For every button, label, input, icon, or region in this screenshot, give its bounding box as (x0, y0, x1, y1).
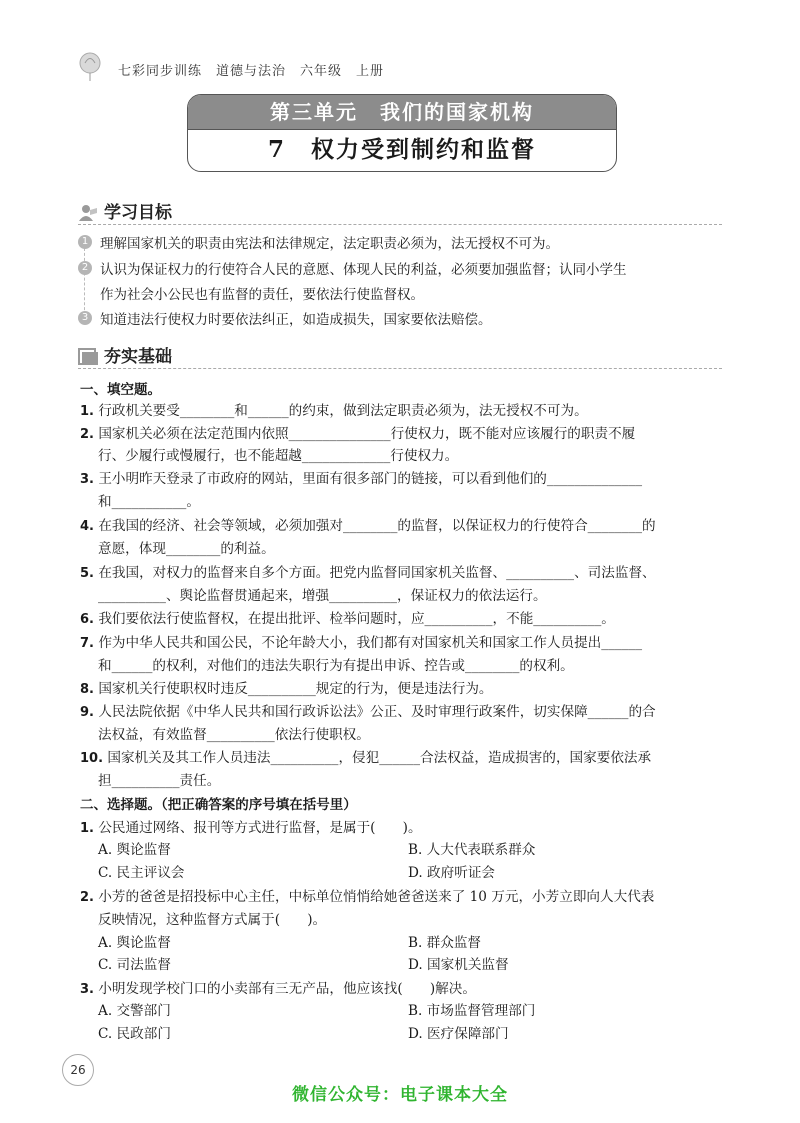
choice-question (80, 885, 654, 905)
fill-line-text: 在我国的经济、社会等领域，必须加强对________的监督，以保证权力的行使符合________的 (98, 518, 656, 534)
fill-line: 和___________。 (98, 494, 200, 510)
section-divider (78, 368, 722, 369)
option-b: B. 人大代表联系群众 (408, 842, 536, 858)
question-number: 4. (80, 519, 94, 534)
fill-line-text: 国家机关及其工作人员违法__________，侵犯______合法权益，造成损害的，国家要依法承 (107, 750, 652, 766)
fill-line: 和______的权利，对他们的违法失职行为有提出申诉、控告或________的权利。 (98, 658, 574, 674)
goal-2-line-1: 认识为保证权力的行使符合人民的意愿、体现人民的利益，必须要加强监督；认同小学生 (100, 262, 627, 278)
goals-heading (78, 198, 172, 223)
fill-line (80, 422, 635, 442)
page-number: 26 (62, 1054, 94, 1086)
question-number: 5. (80, 566, 94, 581)
question-number: 9. (80, 705, 94, 720)
question-number: 1. (80, 404, 94, 419)
fill-line: 行、少履行或慢履行，也不能超越_____________行使权力。 (98, 448, 459, 464)
question-text: 小明发现学校门口的小卖部有三无产品，他应该找( )解决。 (98, 981, 476, 997)
fill-line-text: 人民法院依据《中华人民共和国行政诉讼法》公正、及时审理行政案件，切实保障______的合 (98, 704, 656, 720)
header-text: 七彩同步训练 道德与法治 六年级 上册 (118, 64, 385, 79)
goal-2-line-2: 作为社会小公民也有监督的责任，要依法行使监督权。 (100, 287, 424, 303)
question-number: 8. (80, 682, 94, 697)
choice-question (80, 816, 422, 836)
fill-line (80, 677, 493, 697)
fill-heading: 一、填空题。 (80, 382, 161, 398)
goal-1-line-1: 理解国家机关的职责由宪法和法律规定，法定职责必须为，法无授权不可为。 (100, 236, 559, 252)
question-text: 反映情况，这种监督方式属于( )。 (98, 912, 327, 928)
practice-heading-text: 夯实基础 (104, 347, 172, 367)
question-text: 小芳的爸爸是招投标中心主任，中标单位悄悄给她爸爸送来了 10 万元，小芳立即向人大代表 (98, 889, 655, 905)
option-d: D. 医疗保障部门 (408, 1026, 509, 1042)
question-number: 3. (80, 472, 94, 487)
fill-line-text: 国家机关必须在法定范围内依照_______________行使权力，既不能对应该履行的职责不履 (98, 426, 636, 442)
question-number: 6. (80, 612, 94, 627)
student-icon (78, 204, 98, 222)
option-c: C. 民政部门 (98, 1026, 171, 1042)
question-number: 2. (80, 890, 94, 905)
question-text: 公民通过网络、报刊等方式进行监督，是属于( )。 (98, 820, 422, 836)
goals-heading-text: 学习目标 (104, 203, 172, 223)
fill-line: __________、舆论监督贯通起来，增强__________，保证权力的依法运行。 (98, 588, 547, 604)
fill-line: 法权益，有效监督__________依法行使职权。 (98, 727, 370, 743)
title-box (187, 94, 617, 172)
notebook-icon (78, 348, 98, 366)
option-d: D. 政府听证会 (408, 865, 496, 881)
option-b: B. 市场监督管理部门 (408, 1003, 536, 1019)
fill-line (80, 700, 656, 720)
question-number: 2. (80, 427, 94, 442)
choice-heading: 二、选择题。（把正确答案的序号填在括号里） (80, 797, 357, 813)
fill-line (80, 467, 642, 487)
choice-question (80, 977, 476, 997)
fill-line: 意愿，体现________的利益。 (98, 541, 275, 557)
option-d: D. 国家机关监督 (408, 957, 509, 973)
option-a: A. 舆论监督 (98, 935, 171, 951)
option-b: B. 群众监督 (408, 935, 482, 951)
option-c: C. 民主评议会 (98, 865, 185, 881)
fill-line (80, 746, 651, 766)
watermark: 微信公众号：电子课本大全 (292, 1085, 508, 1105)
balloon-logo (76, 52, 104, 82)
goal-3-line-1: 知道违法行使权力时要依法纠正，如造成损失，国家要依法赔偿。 (100, 312, 492, 328)
fill-line-text: 国家机关行使职权时违反__________规定的行为，便是违法行为。 (98, 681, 493, 697)
unit-title: 第三单元 我们的国家机构 (188, 95, 616, 130)
fill-line-text: 我们要依法行使监督权，在提出批评、检举问题时，应__________，不能__________。 (98, 611, 615, 627)
question-number: 7. (80, 636, 94, 651)
fill-line (80, 514, 656, 534)
goal-badge-3: 3 (78, 311, 92, 325)
fill-line (80, 631, 642, 651)
question-number: 10. (80, 751, 104, 766)
fill-line-text: 王小明昨天登录了市政府的网站，里面有很多部门的链接，可以看到他们的______________ (98, 471, 643, 487)
goal-connector (84, 248, 85, 320)
fill-line-text: 行政机关要受________和______的约束，做到法定职责必须为，法无授权不可为。 (98, 403, 588, 419)
fill-line (80, 607, 615, 627)
question-number: 3. (80, 982, 94, 997)
section-divider (78, 224, 722, 225)
option-c: C. 司法监督 (98, 957, 171, 973)
fill-line-text: 在我国，对权力的监督来自多个方面。把党内监督同国家机关监督、__________、司法监督、 (98, 565, 656, 581)
fill-line-text: 作为中华人民共和国公民，不论年龄大小，我们都有对国家机关和国家工作人员提出______ (98, 635, 643, 651)
goal-badge-1: 1 (78, 235, 92, 249)
goal-badge-2: 2 (78, 261, 92, 275)
practice-heading (78, 342, 172, 367)
question-number: 1. (80, 821, 94, 836)
option-a: A. 舆论监督 (98, 842, 171, 858)
option-a: A. 交警部门 (98, 1003, 171, 1019)
fill-line (80, 399, 588, 419)
fill-line: 担__________责任。 (98, 773, 221, 789)
lesson-title: 7 权力受到制约和监督 (267, 136, 536, 163)
fill-line (80, 561, 656, 581)
